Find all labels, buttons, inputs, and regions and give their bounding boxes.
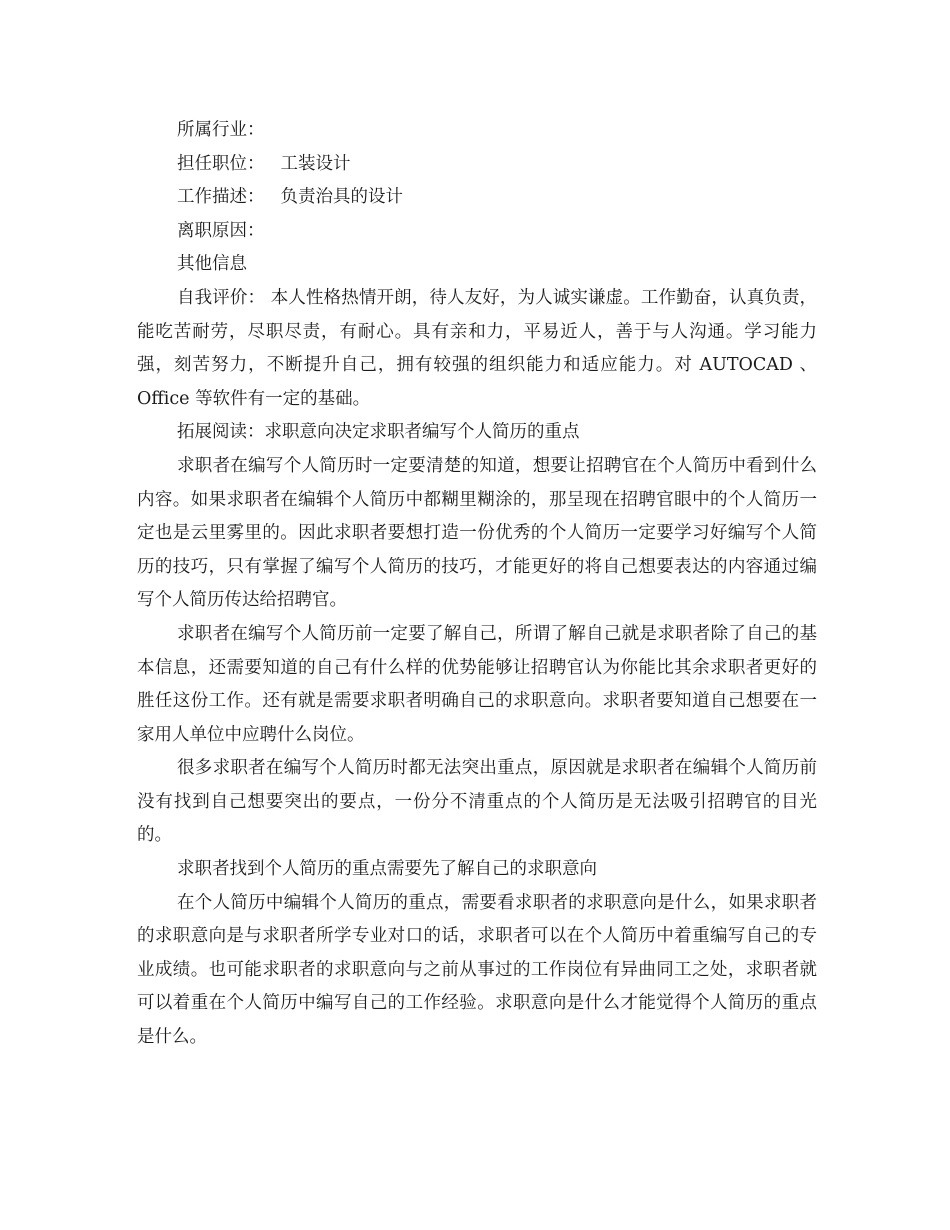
field-value: 工装设计 <box>280 153 351 174</box>
field-label: 工作描述： <box>177 187 265 208</box>
body-paragraph: 求职者在编写个人简历前一定要了解自己，所谓了解自己就是求职者除了自己的基本信息，还需要知道的自己有什么样的优势能够让招聘官认为你能比其余求职者更好的胜任这份工作。还有就是需要求职者明确自己的求职意向。求职者要知道自己想要在一家用人单位中应聘什么岗位。 <box>137 623 817 745</box>
subheading: 求职者找到个人简历的重点需要先了解自己的求职意向 <box>177 859 597 880</box>
field-industry <box>137 114 817 148</box>
body-paragraph: 求职者在编写个人简历时一定要清楚的知道，想要让招聘官在个人简历中看到什么内容。如果求职者在编辑个人简历中都糊里糊涂的，那呈现在招聘官眼中的个人简历一定也是云里雾里的。因此求职者要想打造一份优秀的个人简历一定要学习好编写个人简历的技巧，只有掌握了编写个人简历的技巧，才能更好的将自己想要表达的内容通过编写个人简历传达给招聘官。 <box>137 455 817 611</box>
document-body <box>137 114 817 1055</box>
section-heading-other: 其他信息 <box>177 254 247 275</box>
self-evaluation-paragraph: 自我评价： 本人性格热情开朗，待人友好，为人诚实谦虚。工作勤奋，认真负责，能吃苦耐劳，尽职尽责，有耐心。具有亲和力，平易近人，善于与人沟通。学习能力强，刻苦努力，不断提升自己，拥有较强的组织能力和适应能力。对 AUTOCAD 、Office 等软件有一定的基础。 <box>137 287 817 409</box>
final-paragraph: 在个人简历中编辑个人简历的重点，需要看求职者的求职意向是什么，如果求职者的求职意向是与求职者所学专业对口的话，求职者可以在个人简历中着重编写自己的专业成绩。也可能求职者的求职意向与之前从事过的工作岗位有异曲同工之处，求职者就可以着重在个人简历中编写自己的工作经验。求职意向是什么才能觉得个人简历的重点是什么。 <box>137 892 817 1048</box>
field-label: 担任职位： <box>177 153 265 174</box>
field-label: 离职原因： <box>177 220 265 241</box>
body-paragraph: 很多求职者在编写个人简历时都无法突出重点，原因就是求职者在编辑个人简历前没有找到自己想要突出的要点，一份分不清重点的个人简历是无法吸引招聘官的目光的。 <box>137 758 817 846</box>
field-label: 所属行业： <box>177 120 265 140</box>
field-leave-reason <box>137 215 817 249</box>
extended-reading-title: 拓展阅读：求职意向决定求职者编写个人简历的重点 <box>177 422 580 443</box>
field-value: 负责治具的设计 <box>280 187 403 208</box>
field-job-description <box>137 181 817 215</box>
field-position <box>137 148 817 182</box>
